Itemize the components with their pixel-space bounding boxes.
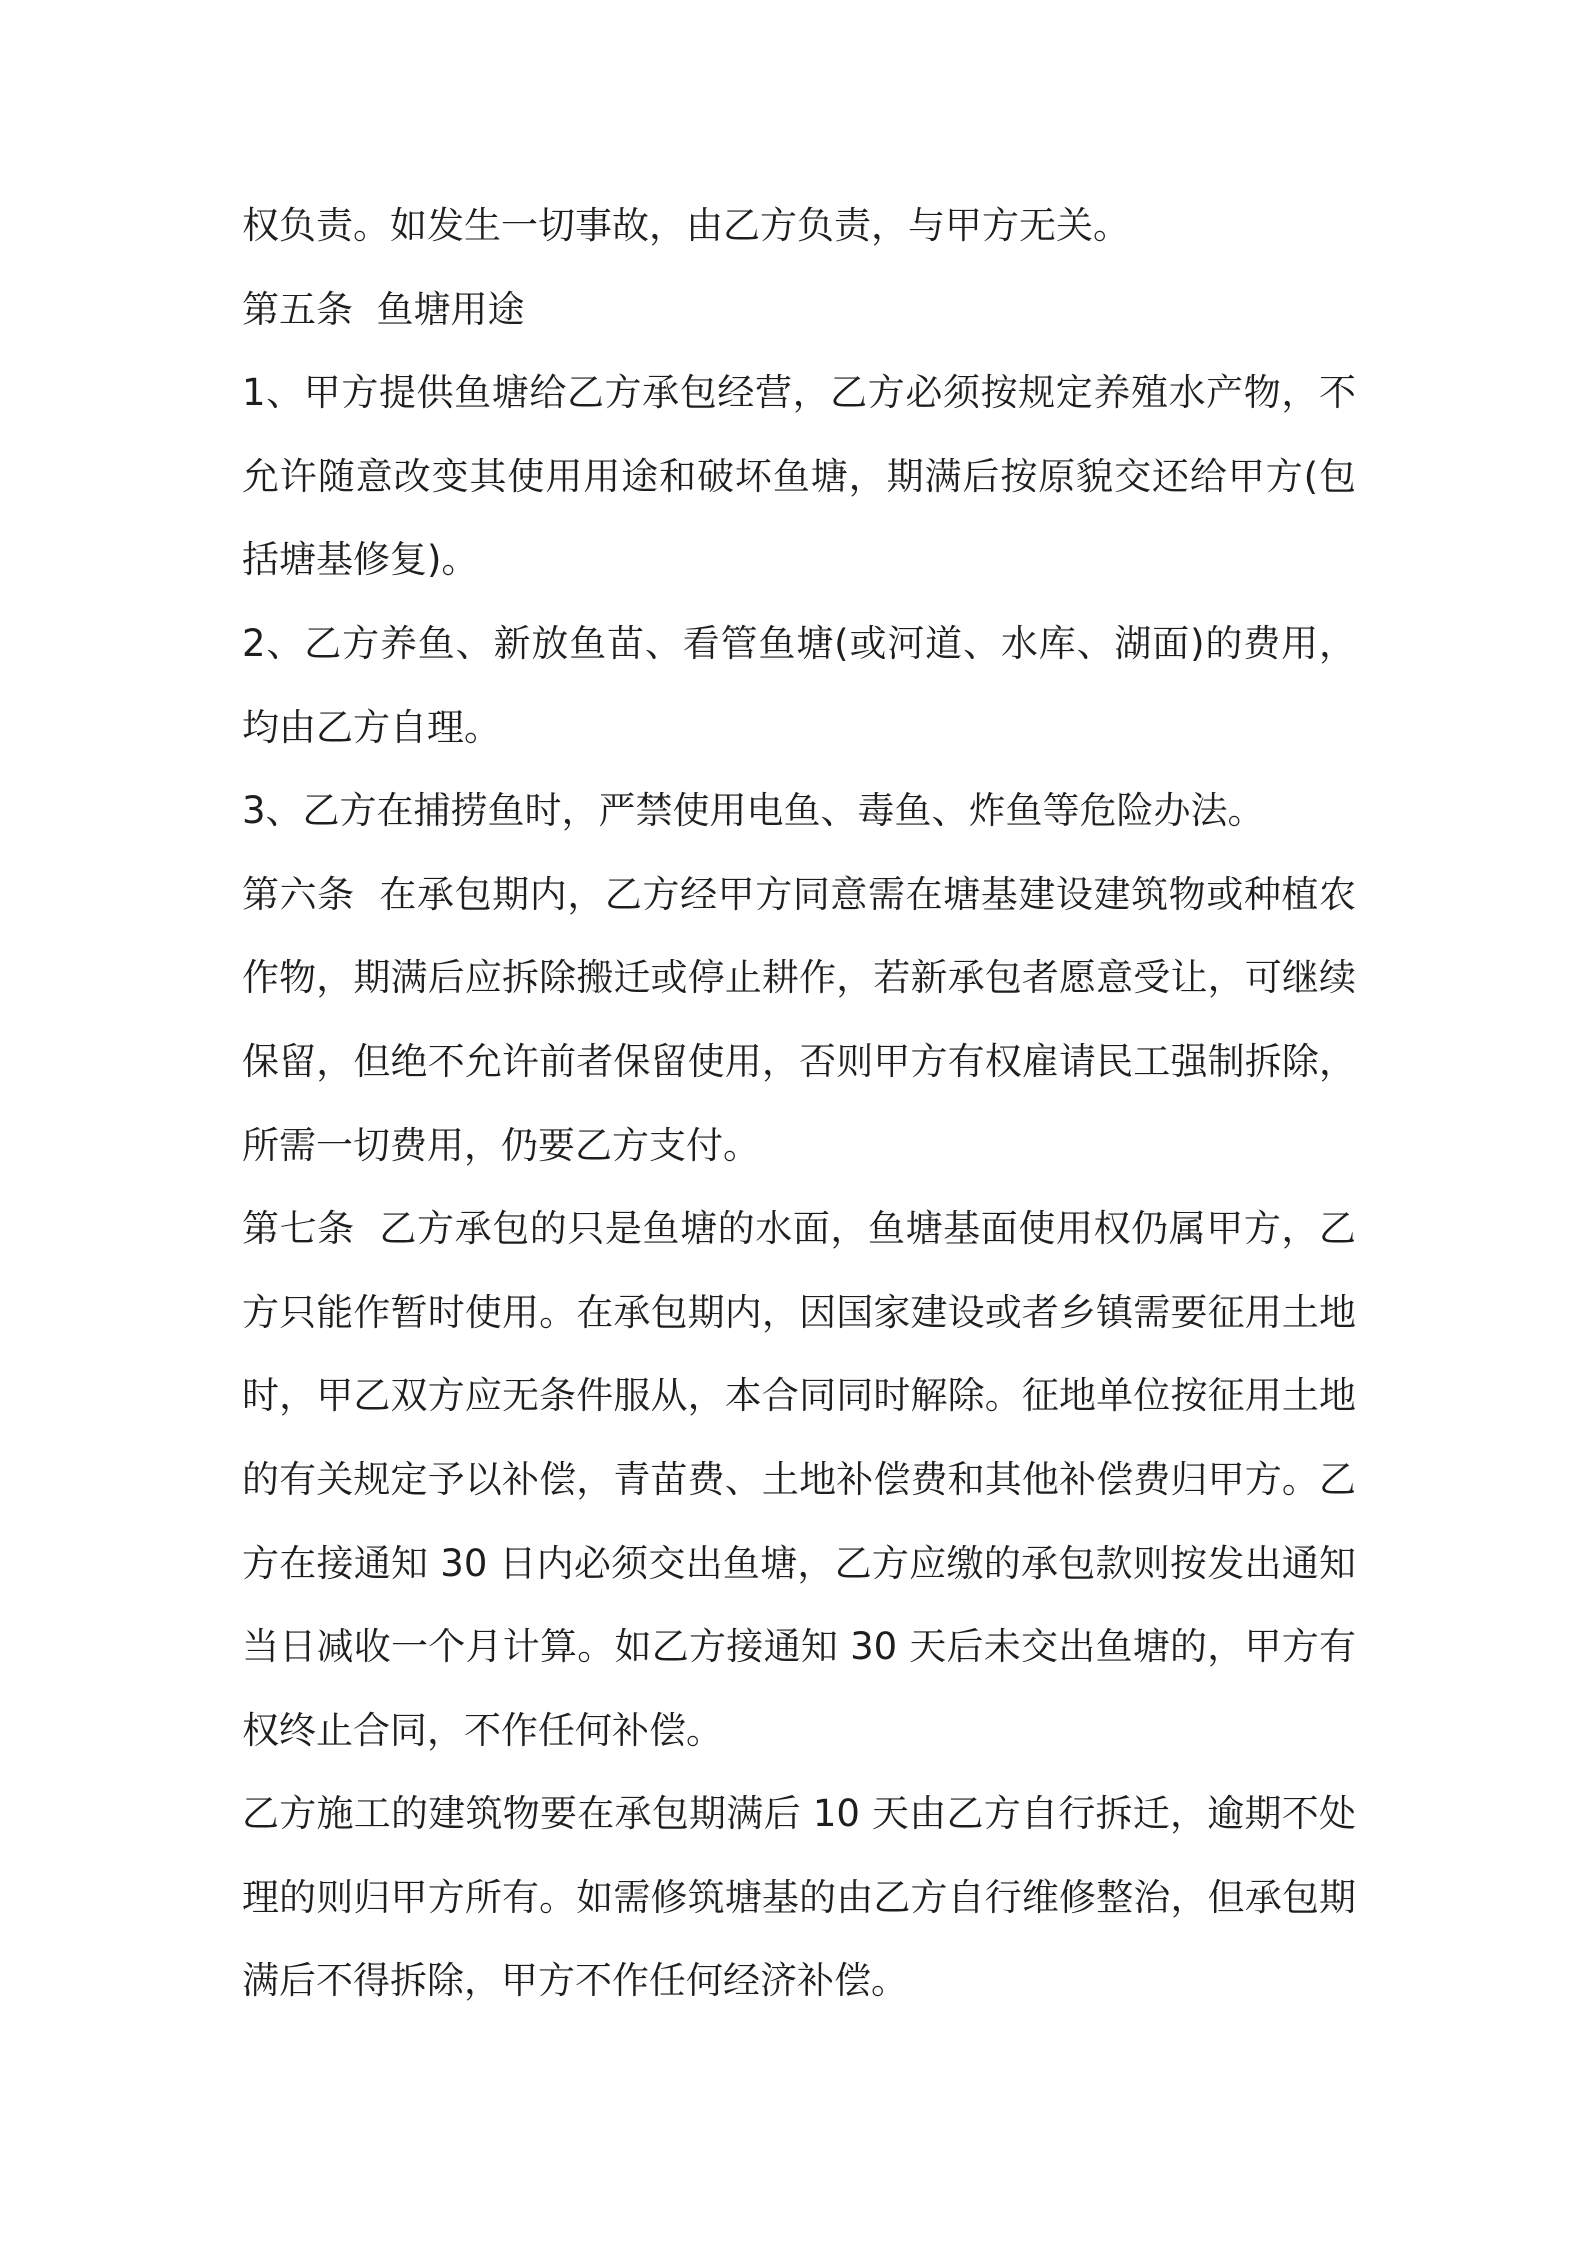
article-5-item-2 <box>242 602 1356 769</box>
text-line: 允许随意改变其使用用途和破坏鱼塘，期满后按原貌交还给甲方(包 <box>242 454 1356 498</box>
article-5-item-3 <box>242 769 1356 853</box>
text-line: 3、乙方在捕捞鱼时，严禁使用电鱼、毒鱼、炸鱼等危险办法。 <box>242 789 1265 833</box>
article-5-heading <box>242 268 1356 352</box>
text-line: 方只能作暂时使用。在承包期内，因国家建设或者乡镇需要征用土地 <box>242 1290 1356 1334</box>
text-line: 第七条 乙方承包的只是鱼塘的水面，鱼塘基面使用权仍属甲方，乙 <box>242 1207 1356 1251</box>
text-line: 第六条 在承包期内，乙方经甲方同意需在塘基建设建筑物或种植农 <box>242 872 1356 916</box>
article-6 <box>242 853 1356 1187</box>
text-line: 作物，期满后应拆除搬迁或停止耕作，若新承包者愿意受让，可继续 <box>242 956 1356 1000</box>
article-7-supplement <box>242 1772 1356 2023</box>
text-line: 方在接通知 30 日内必须交出鱼塘，乙方应缴的承包款则按发出通知 <box>242 1541 1356 1585</box>
text-line: 当日减收一个月计算。如乙方接通知 30 天后未交出鱼塘的，甲方有 <box>242 1625 1356 1669</box>
article-5-item-1 <box>242 351 1356 602</box>
article-7 <box>242 1187 1356 1772</box>
text-line: 第五条 鱼塘用途 <box>242 287 525 331</box>
text-line: 的有关规定予以补偿，青苗费、土地补偿费和其他补偿费归甲方。乙 <box>242 1457 1356 1501</box>
text-line: 权终止合同，不作任何补偿。 <box>242 1708 723 1752</box>
text-line: 保留，但绝不允许前者保留使用，否则甲方有权雇请民工强制拆除， <box>242 1039 1356 1083</box>
text-line: 时，甲乙双方应无条件服从，本合同同时解除。征地单位按征用土地 <box>242 1374 1356 1418</box>
text-line: 所需一切费用，仍要乙方支付。 <box>242 1123 760 1167</box>
paragraph-continuation <box>242 184 1356 268</box>
text-line: 1、甲方提供鱼塘给乙方承包经营，乙方必须按规定养殖水产物，不 <box>242 371 1356 415</box>
text-line: 2、乙方养鱼、新放鱼苗、看管鱼塘(或河道、水库、湖面)的费用， <box>242 621 1356 665</box>
text-line: 均由乙方自理。 <box>242 705 501 749</box>
text-line: 乙方施工的建筑物要在承包期满后 10 天由乙方自行拆迁，逾期不处 <box>242 1792 1356 1836</box>
document-body <box>242 184 1356 2023</box>
text-line: 满后不得拆除，甲方不作任何经济补偿。 <box>242 1959 908 2003</box>
text-line: 理的则归甲方所有。如需修筑塘基的由乙方自行维修整治，但承包期 <box>242 1875 1356 1919</box>
text-line: 括塘基修复)。 <box>242 538 479 582</box>
text-line: 权负责。如发生一切事故，由乙方负责，与甲方无关。 <box>242 204 1130 247</box>
